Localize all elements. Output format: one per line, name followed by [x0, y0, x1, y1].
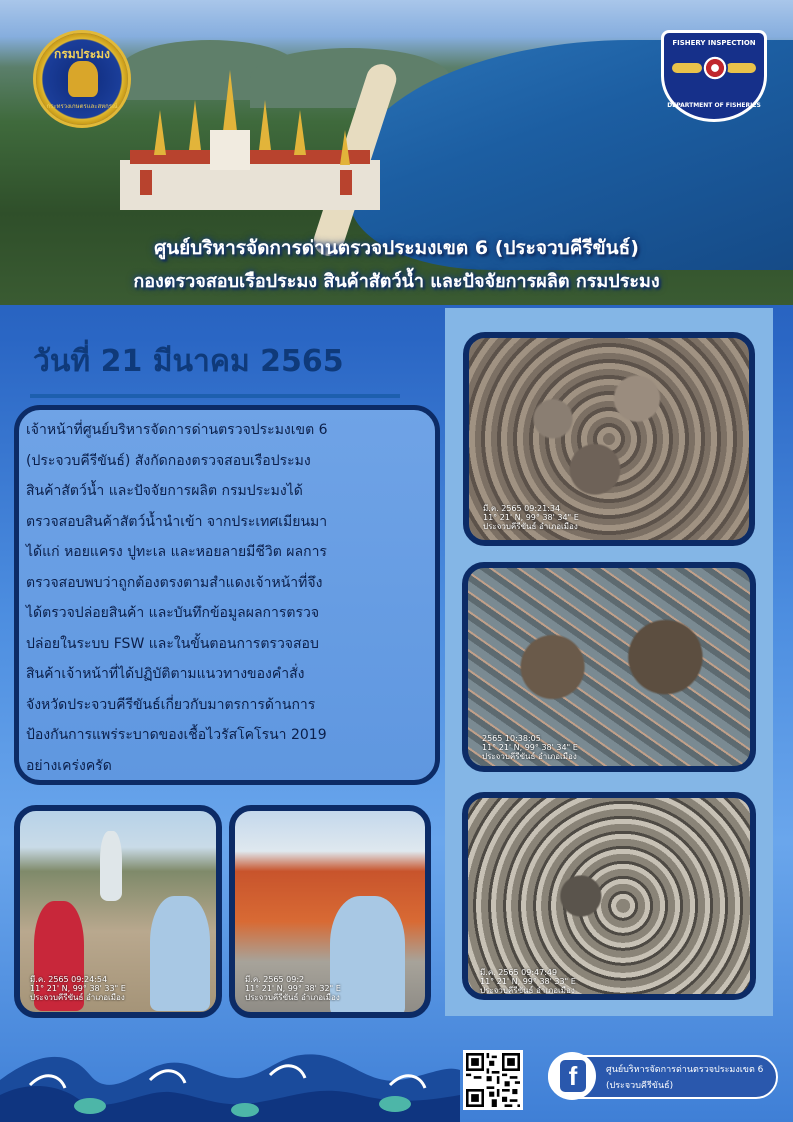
badge-top-text: FISHERY INSPECTION — [672, 39, 756, 47]
stamp-line: มี.ค. 2565 09:47:49 — [480, 968, 558, 977]
stamp-line: ประจวบคีรีขันธ์ อำเภอเมือง — [480, 986, 575, 995]
stamp-line: 11° 21' N, 99° 38' 34" E — [482, 743, 578, 752]
header-banner — [0, 0, 793, 305]
photo-cockles — [463, 332, 755, 546]
description-line: สินค้าสัตว์น้ำ และปัจจัยการผลิต กรมประมงได้ — [26, 483, 303, 499]
description-line: สินค้าเจ้าหน้าที่ได้ปฏิบัติตามแนวทางของคำสั่ง — [26, 666, 305, 682]
worker-figure — [100, 831, 122, 901]
stamp-line: 11° 21' N, 99° 38' 32" E — [245, 984, 341, 993]
header-title-line1: ศูนย์บริหารจัดการด่านตรวจประมงเขต 6 (ประจวบคีรีขันธ์) — [154, 237, 639, 259]
photo-stamp — [480, 968, 576, 995]
description-line: ได้ตรวจปล่อยสินค้า และบันทึกข้อมูลผลการตรวจ — [26, 605, 320, 621]
stamp-line: 11° 21' N, 99° 38' 33" E — [30, 984, 126, 993]
description-line: (ประจวบคีรีขันธ์) สังกัดกองตรวจสอบเรือประมง — [26, 452, 311, 469]
photo-clams — [462, 792, 756, 1000]
description-text — [26, 415, 428, 781]
photo-stamp — [482, 734, 578, 761]
stamp-line: มี.ค. 2565 09:21:34 — [483, 504, 561, 513]
date-divider — [30, 394, 400, 398]
description-line: ตรวจสอบสินค้าสัตว์น้ำนำเข้า จากประเทศเมียนมา — [26, 513, 328, 530]
badge-bottom-text: DEPARTMENT OF FISHERIES — [667, 102, 761, 109]
description-line: เจ้าหน้าที่ศูนย์บริหารจัดการด่านตรวจประมงเขต 6 — [26, 422, 328, 438]
temple-illustration — [100, 70, 400, 220]
description-line: ปล่อยในระบบ FSW และในขั้นตอนการตรวจสอบ — [26, 635, 319, 652]
photo-stamp — [483, 504, 579, 531]
stamp-line: 11° 21' N, 99° 38' 34" E — [483, 513, 579, 522]
header-title-line2: กองตรวจสอบเรือประมง สินค้าสัตว์น้ำ และปัจจัยการผลิต กรมประมง — [133, 271, 660, 292]
stamp-line: 11° 21' N, 99° 38' 33" E — [480, 977, 576, 986]
qr-code-icon — [466, 1053, 520, 1107]
stamp-line: ประจวบคีรีขันธ์ อำเภอเมือง — [482, 752, 577, 761]
description-line: ป้องกันการแพร่ระบาดของเชื้อไวรัสโคโรนา 2019 — [26, 727, 327, 743]
description-line: อย่างเคร่งครัด — [26, 757, 112, 774]
qr-code[interactable] — [463, 1050, 523, 1110]
description-line: จังหวัดประจวบคีรีขันธ์เกี่ยวกับมาตรการด้านการ — [26, 696, 316, 713]
facebook-page-name-line: ศูนย์บริหารจัดการด่านตรวจประมงเขต 6 — [606, 1065, 764, 1075]
description-line: ตรวจสอบพบว่าถูกต้องตรงตามสำแดงเจ้าหน้าที่จึง — [26, 574, 323, 591]
photo-stamp — [30, 975, 126, 1002]
stamp-line: มี.ค. 2565 09:2 — [245, 975, 305, 984]
department-of-fisheries-logo — [33, 30, 131, 128]
stamp-line: ประจวบคีรีขันธ์ อำเภอเมือง — [245, 993, 340, 1002]
facebook-icon[interactable]: f — [560, 1060, 586, 1092]
photo-inspection-crates — [229, 805, 431, 1018]
stamp-line: ประจวบคีรีขันธ์ อำเภอเมือง — [483, 522, 578, 531]
wing-icon — [672, 63, 702, 73]
facebook-page-name-line: (ประจวบคีรีขันธ์) — [606, 1081, 674, 1091]
description-line: ได้แก่ หอยแครง ปูทะเล และหอยลายมีชีวิต ผลการ — [26, 544, 327, 560]
inspector-figure — [150, 896, 210, 1011]
emblem-icon — [68, 61, 98, 97]
stamp-line: ประจวบคีรีขันธ์ อำเภอเมือง — [30, 993, 125, 1002]
photo-stamp — [245, 975, 341, 1002]
logo-left-subtext: กระทรวงเกษตรและสหกรณ์ — [46, 103, 118, 110]
photo-inspection-truck — [14, 805, 222, 1018]
stamp-line: มี.ค. 2565 09:24:54 — [30, 975, 108, 984]
date-heading: วันที่ 21 มีนาคม 2565 — [33, 344, 344, 379]
stamp-line: 2565 10:38:05 — [482, 734, 541, 743]
ship-wheel-icon — [702, 55, 728, 81]
fishery-inspection-badge — [661, 30, 767, 122]
logo-left-text: กรมประมง — [54, 47, 110, 61]
facebook-page-name[interactable] — [606, 1062, 778, 1094]
inspector-figure — [330, 896, 405, 1016]
photo-mud-crabs — [462, 562, 756, 772]
wing-icon — [726, 63, 756, 73]
